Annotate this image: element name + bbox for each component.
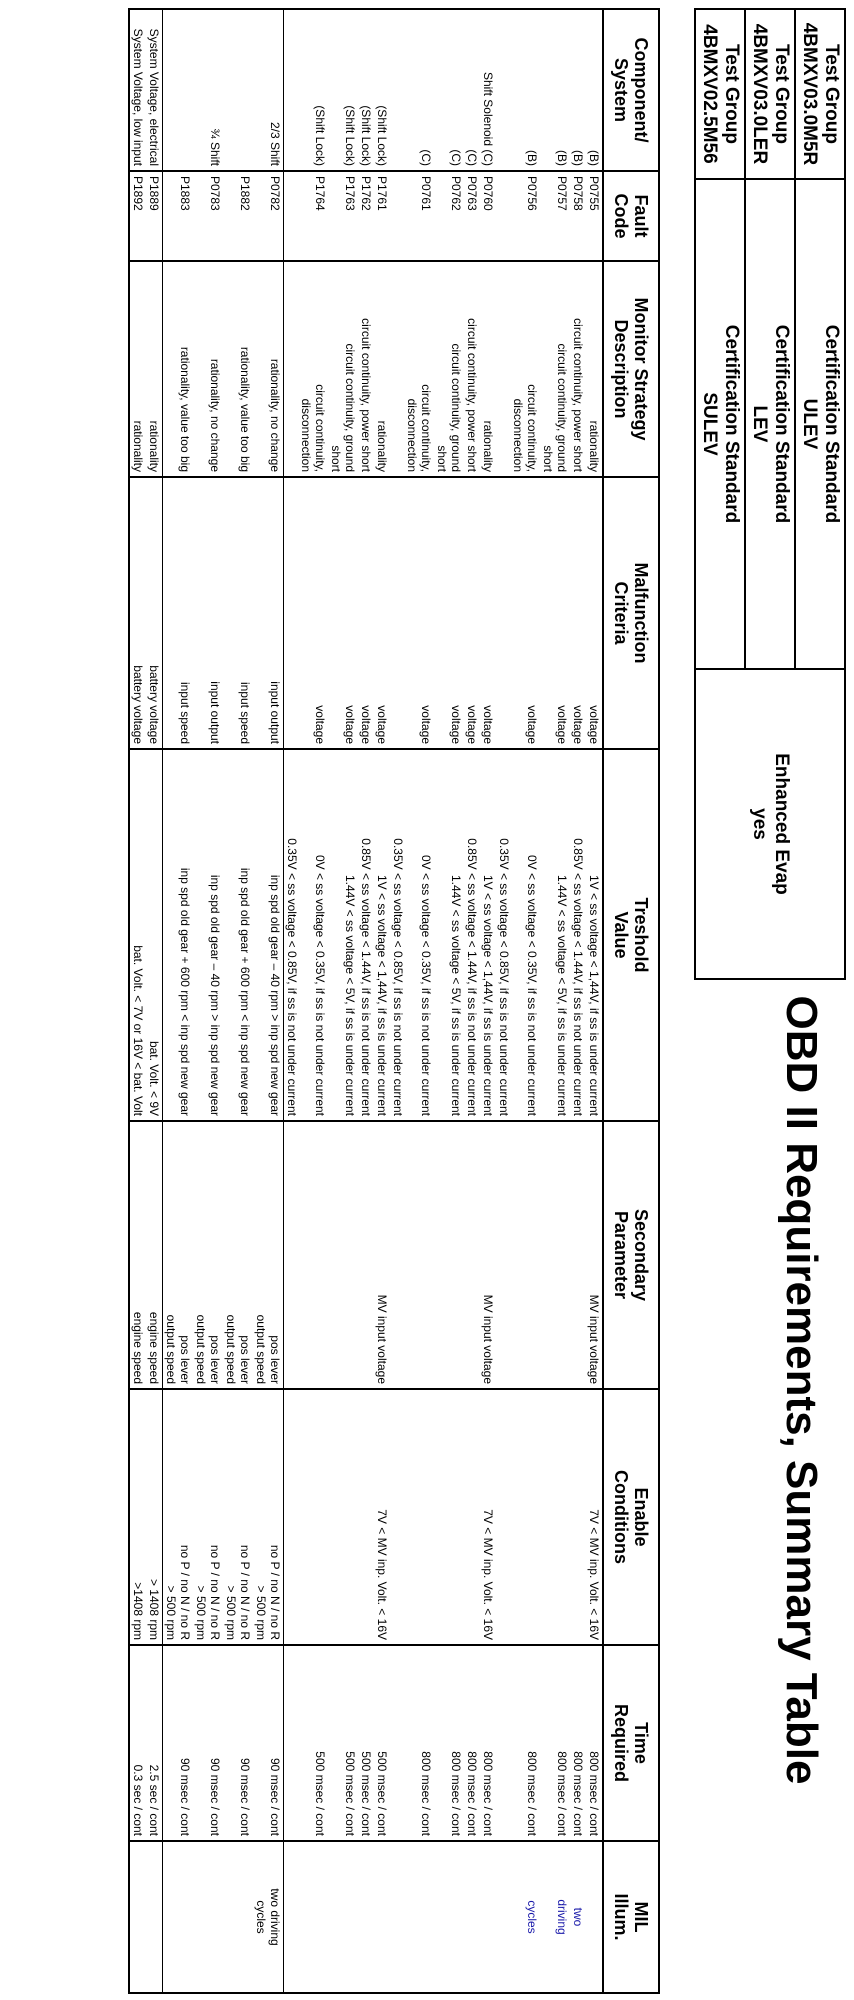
table-row (163, 9, 194, 1993)
secondary-cell: MV input voltage (586, 1121, 603, 1389)
col-header-secondary: Secondary Parameter (603, 1121, 659, 1389)
threshold-cell: bat. Volt. < 7V or 16V < bat. Volt (129, 749, 146, 1121)
component-cell: (B) (496, 9, 540, 171)
fault-code-cell: P1883 (163, 171, 194, 261)
time-cell: 800 msec / cont (570, 1645, 586, 1841)
enable-cell: no P / no N / no R > 500 rpm (163, 1389, 194, 1645)
criteria-cell: voltage (540, 477, 570, 749)
fault-code-cell: P1763 (328, 171, 358, 261)
component-cell: (B) (586, 9, 603, 171)
mil-cell (129, 1841, 146, 1993)
fault-code-cell: P1764 (284, 171, 329, 261)
table-row (570, 9, 586, 1993)
monitor-cell: rationality (480, 261, 496, 477)
criteria-cell: voltage (570, 477, 586, 749)
enable-cell (540, 1389, 570, 1645)
secondary-cell (570, 1121, 586, 1389)
time-cell: 800 msec / cont (390, 1645, 434, 1841)
component-cell: (Shift Lock) (328, 9, 358, 171)
secondary-cell: pos lever output speed (253, 1121, 284, 1389)
fault-code-cell: P0756 (496, 171, 540, 261)
threshold-cell: inp spd old gear + 600 rpm < inp spd new gear (223, 749, 253, 1121)
secondary-cell: engine speed (146, 1121, 163, 1389)
enable-cell: > 1408 rpm (146, 1389, 163, 1645)
monitor-cell: circuit continuity, power short (358, 261, 374, 477)
monitor-cell: circuit continuity, power short (570, 261, 586, 477)
secondary-cell (284, 1121, 329, 1389)
monitor-cell: rationality, no change (253, 261, 284, 477)
enhanced-evap-label: Enhanced Evap (771, 753, 792, 895)
table-row (464, 9, 480, 1993)
page-title: OBD II Requirements, Summary Table (777, 995, 826, 1785)
component-cell: ¾ Shift (193, 9, 223, 171)
fault-code-cell: P1762 (358, 171, 374, 261)
component-cell: Shift Solenoid (C) (480, 9, 496, 171)
fault-code-cell: P0762 (434, 171, 464, 261)
enable-cell: >1408 rpm (129, 1389, 146, 1645)
component-cell (163, 9, 194, 171)
time-cell: 90 msec / cont (193, 1645, 223, 1841)
time-cell: 800 msec / cont (480, 1645, 496, 1841)
fault-code-cell: P1889 (146, 171, 163, 261)
secondary-cell (464, 1121, 480, 1389)
monitor-cell: circuit continuity, ground short (540, 261, 570, 477)
time-cell: 90 msec / cont (253, 1645, 284, 1841)
time-cell: 800 msec / cont (434, 1645, 464, 1841)
component-cell: (Shift Lock) (284, 9, 329, 171)
enhanced-evap (695, 669, 845, 979)
time-cell: 500 msec / cont (328, 1645, 358, 1841)
criteria-cell: voltage (374, 477, 390, 749)
fault-code-cell: P1761 (374, 171, 390, 261)
monitor-cell: circuit continuity, power short (464, 261, 480, 477)
criteria-cell: voltage (358, 477, 374, 749)
monitor-cell: rationality, no change (193, 261, 223, 477)
component-cell: (C) (390, 9, 434, 171)
monitor-cell: rationality (586, 261, 603, 477)
time-cell: 500 msec / cont (374, 1645, 390, 1841)
table-row (434, 9, 464, 1993)
requirements-table (128, 8, 660, 1994)
fault-code-cell: P0761 (390, 171, 434, 261)
certification-standard: Certification Standard LEV (745, 179, 795, 669)
fault-code-cell: P0783 (193, 171, 223, 261)
monitor-cell: circuit continuity, disconnection (390, 261, 434, 477)
mil-cell: driving (540, 1841, 570, 1993)
component-cell: System Voltage, low input (129, 9, 146, 171)
col-header-monitor: Monitor Strategy Description (603, 261, 659, 477)
secondary-cell: MV input voltage (374, 1121, 390, 1389)
time-cell: 2.5 sec / cont (146, 1645, 163, 1841)
threshold-cell: 1.44V < ss voltage < 5V, if ss is under current (434, 749, 464, 1121)
time-cell: 90 msec / cont (163, 1645, 194, 1841)
table-row (193, 9, 223, 1993)
time-cell: 800 msec / cont (540, 1645, 570, 1841)
component-cell (223, 9, 253, 171)
component-cell: 2/3 Shift (253, 9, 284, 171)
secondary-cell (540, 1121, 570, 1389)
time-cell: 800 msec / cont (496, 1645, 540, 1841)
table-row (253, 9, 284, 1993)
criteria-cell: input speed (163, 477, 194, 749)
fault-code-cell: P1882 (223, 171, 253, 261)
monitor-cell: circuit continuity, disconnection (496, 261, 540, 477)
criteria-cell: voltage (496, 477, 540, 749)
monitor-cell: rationality (129, 261, 146, 477)
mil-cell (284, 1841, 329, 1993)
mil-cell: two driving cycles (253, 1841, 284, 1993)
col-header-fault-code: Fault Code (603, 171, 659, 261)
fault-code-cell: P0758 (570, 171, 586, 261)
mil-cell (434, 1841, 464, 1993)
monitor-cell: circuit continuity, ground short (328, 261, 358, 477)
mil-cell (390, 1841, 434, 1993)
table-row (390, 9, 434, 1993)
enable-cell: no P / no N / no R > 500 rpm (223, 1389, 253, 1645)
fault-code-cell: P0755 (586, 171, 603, 261)
threshold-cell: 1.44V < ss voltage < 5V, if ss is under current (540, 749, 570, 1121)
component-cell: (C) (464, 9, 480, 171)
table-row (374, 9, 390, 1993)
component-cell: (B) (540, 9, 570, 171)
criteria-cell: voltage (390, 477, 434, 749)
enable-cell: 7V < MV inp. Volt. < 16V (586, 1389, 603, 1645)
monitor-cell: circuit continuity, ground short (434, 261, 464, 477)
fault-code-cell: P1892 (129, 171, 146, 261)
secondary-cell: engine speed (129, 1121, 146, 1389)
criteria-cell: battery voltage (129, 477, 146, 749)
enable-cell (496, 1389, 540, 1645)
enable-cell: no P / no N / no R > 500 rpm (253, 1389, 284, 1645)
mil-cell: cycles (496, 1841, 540, 1993)
threshold-cell: 0.85V < ss voltage < 1.44V, if ss is not under current (464, 749, 480, 1121)
mil-cell (328, 1841, 358, 1993)
component-cell: (Shift Lock) (374, 9, 390, 171)
criteria-cell: voltage (284, 477, 329, 749)
enable-cell (284, 1389, 329, 1645)
threshold-cell: 1V < ss voltage < 1,44V, if ss is under current (586, 749, 603, 1121)
fault-code-cell: P0760 (480, 171, 496, 261)
enable-cell (328, 1389, 358, 1645)
column-header-row (603, 9, 659, 1993)
col-header-criteria: Malfunction Criteria (603, 477, 659, 749)
enable-cell (358, 1389, 374, 1645)
enable-cell (434, 1389, 464, 1645)
secondary-cell: pos lever output speed (193, 1121, 223, 1389)
threshold-cell: 0V < ss voltage < 0.35V, if ss is not under current 0.35V < ss voltage < 0.85V, if ss is not under current (390, 749, 434, 1121)
enable-cell: no P / no N / no R > 500 rpm (193, 1389, 223, 1645)
table-row (284, 9, 329, 1993)
criteria-cell: input speed (223, 477, 253, 749)
monitor-cell: rationality, value too big (223, 261, 253, 477)
secondary-cell (496, 1121, 540, 1389)
mil-cell (193, 1841, 223, 1993)
mil-cell (146, 1841, 163, 1993)
time-cell: 800 msec / cont (586, 1645, 603, 1841)
mil-cell (464, 1841, 480, 1993)
table-row (540, 9, 570, 1993)
component-cell: (C) (434, 9, 464, 171)
monitor-cell: circuit continuity, disconnection (284, 261, 329, 477)
threshold-cell: 0V < ss voltage < 0.35V, if ss is not under current 0.35V < ss voltage < 0.85V, if ss is not under current (496, 749, 540, 1121)
mil-cell (223, 1841, 253, 1993)
enhanced-evap-value: yes (749, 808, 770, 840)
threshold-cell: 0.85V < ss voltage < 1.44V, if ss is not under current (358, 749, 374, 1121)
mil-cell (480, 1841, 496, 1993)
enable-cell (464, 1389, 480, 1645)
mil-cell (586, 1841, 603, 1993)
monitor-cell: rationality, value too big (163, 261, 194, 477)
col-header-mil: MIL Illum. (603, 1841, 659, 1993)
col-header-enable: Enable Conditions (603, 1389, 659, 1645)
fault-code-cell: P0757 (540, 171, 570, 261)
fault-code-cell: P0763 (464, 171, 480, 261)
secondary-cell (358, 1121, 374, 1389)
component-cell: (Shift Lock) (358, 9, 374, 171)
monitor-cell: rationality (374, 261, 390, 477)
component-cell: (B) (570, 9, 586, 171)
criteria-cell: battery voltage (146, 477, 163, 749)
certification-standard: Certification Standard ULEV (795, 179, 845, 669)
secondary-cell (328, 1121, 358, 1389)
criteria-cell: voltage (434, 477, 464, 749)
table-row (129, 9, 146, 1993)
test-group: Test Group 4BMXV03.0LER (745, 9, 795, 179)
threshold-cell: 1.44V < ss voltage < 5V, if ss is under current (328, 749, 358, 1121)
criteria-cell: voltage (586, 477, 603, 749)
threshold-cell: inp spd old gear + 600 rpm < inp spd new gear (163, 749, 194, 1121)
time-cell: 0.3 sec / cont (129, 1645, 146, 1841)
criteria-cell: input output (253, 477, 284, 749)
col-header-time: Time Required (603, 1645, 659, 1841)
table-row (328, 9, 358, 1993)
col-header-component: Component/ System (603, 9, 659, 171)
certification-header (694, 8, 846, 980)
time-cell: 500 msec / cont (284, 1645, 329, 1841)
header-row (795, 9, 845, 979)
criteria-cell: voltage (480, 477, 496, 749)
test-group: Test Group 4BMXV02.5M56 (695, 9, 745, 179)
enable-cell (390, 1389, 434, 1645)
test-group: Test Group 4BMXV03.0M5R (795, 9, 845, 179)
time-cell: 500 msec / cont (358, 1645, 374, 1841)
col-header-threshold: Treshold Value (603, 749, 659, 1121)
table-row (223, 9, 253, 1993)
secondary-cell: pos lever output speed (163, 1121, 194, 1389)
secondary-cell (434, 1121, 464, 1389)
threshold-cell: bat. Volt. < 9V (146, 749, 163, 1121)
secondary-cell (390, 1121, 434, 1389)
mil-cell (374, 1841, 390, 1993)
table-row (146, 9, 163, 1993)
threshold-cell: 1V < ss voltage < 1,44V, if ss is under current (374, 749, 390, 1121)
enable-cell: 7V < MV inp. Volt. < 16V (374, 1389, 390, 1645)
certification-standard: Certification Standard SULEV (695, 179, 745, 669)
fault-code-cell: P0782 (253, 171, 284, 261)
table-row (358, 9, 374, 1993)
threshold-cell: 0.85V < ss voltage < 1.44V, if ss is not under current (570, 749, 586, 1121)
threshold-cell: 1V < ss voltage < 1,44V, if ss is under current (480, 749, 496, 1121)
enable-cell: 7V < MV inp. Volt. < 16V (480, 1389, 496, 1645)
table-row (586, 9, 603, 1993)
table-row (480, 9, 496, 1993)
secondary-cell: pos lever output speed (223, 1121, 253, 1389)
threshold-cell: inp spd old gear – 40 rpm > inp spd new gear (193, 749, 223, 1121)
threshold-cell: inp spd old gear – 40 rpm > inp spd new gear (253, 749, 284, 1121)
secondary-cell: MV input voltage (480, 1121, 496, 1389)
mil-cell (358, 1841, 374, 1993)
monitor-cell: rationality (146, 261, 163, 477)
criteria-cell: voltage (464, 477, 480, 749)
mil-cell: two (570, 1841, 586, 1993)
table-row (496, 9, 540, 1993)
time-cell: 90 msec / cont (223, 1645, 253, 1841)
enable-cell (570, 1389, 586, 1645)
criteria-cell: input output (193, 477, 223, 749)
component-cell: System Voltage, electrical (146, 9, 163, 171)
time-cell: 800 msec / cont (464, 1645, 480, 1841)
threshold-cell: 0V < ss voltage < 0.35V, if ss is not under current 0.35V < ss voltage < 0.85V, if ss is not under current (284, 749, 329, 1121)
mil-cell (163, 1841, 194, 1993)
criteria-cell: voltage (328, 477, 358, 749)
